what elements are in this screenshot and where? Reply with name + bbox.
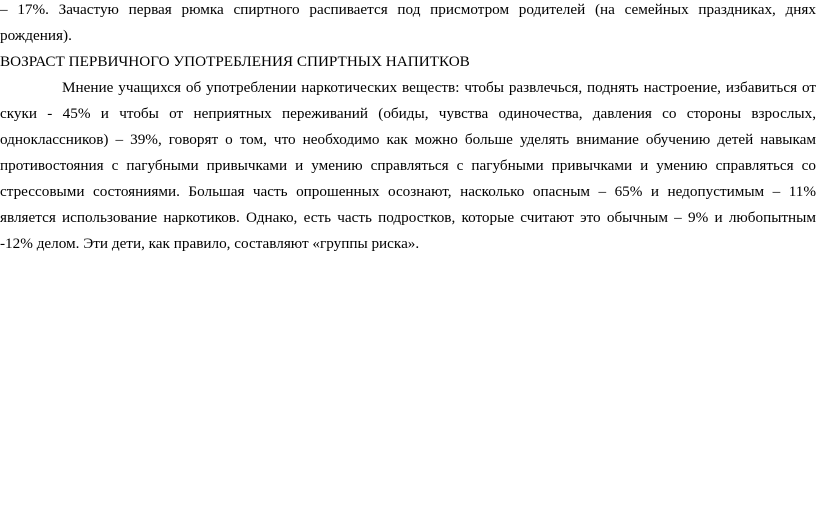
body-line-7: -12% делом. Эти дети, как правило, составляют «группы риска».: [0, 235, 420, 252]
intro-line-1: – 17%. Зачастую первая рюмка спиртного распивается под присмотром родителей (на семейных праздниках, днях: [0, 1, 816, 18]
section-heading: ВОЗРАСТ ПЕРВИЧНОГО УПОТРЕБЛЕНИЯ СПИРТНЫХ НАПИТКОВ: [0, 53, 470, 70]
body-line-2: скуки - 45% и чтобы от неприятных переживаний (обиды, чувства одиночества, давления со стороны взрослых,: [0, 105, 816, 122]
intro-line-2: рождения).: [0, 27, 72, 44]
body-line-3: одноклассников) – 39%, говорят о том, что необходимо как можно больше уделять внимание обучению детей навыкам: [0, 131, 816, 148]
body-line-6: является использование наркотиков. Однако, есть часть подростков, которые считают это обычным – 9% и любопытным: [0, 209, 816, 226]
body-line-1: Мнение учащихся об употреблении наркотических веществ: чтобы развлечься, поднять настроение, избавиться от: [62, 79, 816, 96]
body-line-4: противостояния с пагубными привычками и умению справляться с пагубными привычками и умению справляться со: [0, 157, 816, 174]
body-line-5: стрессовыми состояниями. Большая часть опрошенных осознают, насколько опасным – 65% и недопустимым – 11%: [0, 183, 816, 200]
